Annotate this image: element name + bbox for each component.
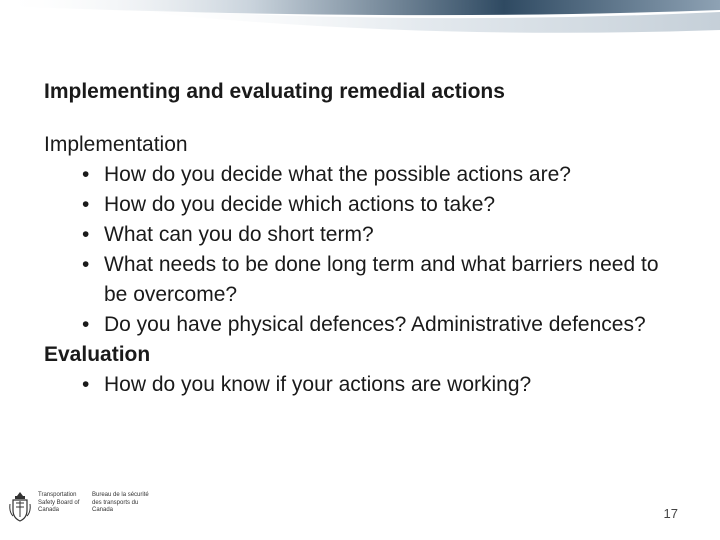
section-heading-implementation: Implementation [44, 133, 188, 156]
page-number: 17 [663, 506, 678, 521]
bullet-icon: • [82, 163, 90, 186]
slide-body [44, 130, 684, 400]
list-item: • How do you decide what the possible actions are? [44, 160, 684, 190]
list-item: • How do you decide which actions to take? [44, 190, 684, 220]
bullet-icon: • [82, 253, 90, 276]
list-item: • What needs to be done long term and what barriers need to be overcome? [44, 250, 684, 310]
header-band [0, 0, 720, 40]
slide-title: Implementing and evaluating remedial actions [44, 80, 505, 103]
list-item: • Do you have physical defences? Administrative defences? [44, 310, 684, 340]
tsb-logo [8, 490, 158, 526]
coat-of-arms-icon [8, 490, 32, 524]
bullet-icon: • [82, 193, 90, 216]
bullet-icon: • [82, 223, 90, 246]
agency-name-english: Transportation Safety Board of Canada [38, 492, 80, 513]
bullet-icon: • [82, 313, 90, 336]
list-item: • How do you know if your actions are working? [44, 370, 684, 400]
agency-name-french: Bureau de la sécurité des transports du Canada [92, 492, 149, 513]
evaluation-bullet-list [44, 370, 684, 400]
bullet-icon: • [82, 373, 90, 396]
list-item: • What can you do short term? [44, 220, 684, 250]
section-heading-evaluation: Evaluation [44, 343, 151, 366]
implementation-bullet-list [44, 160, 684, 340]
